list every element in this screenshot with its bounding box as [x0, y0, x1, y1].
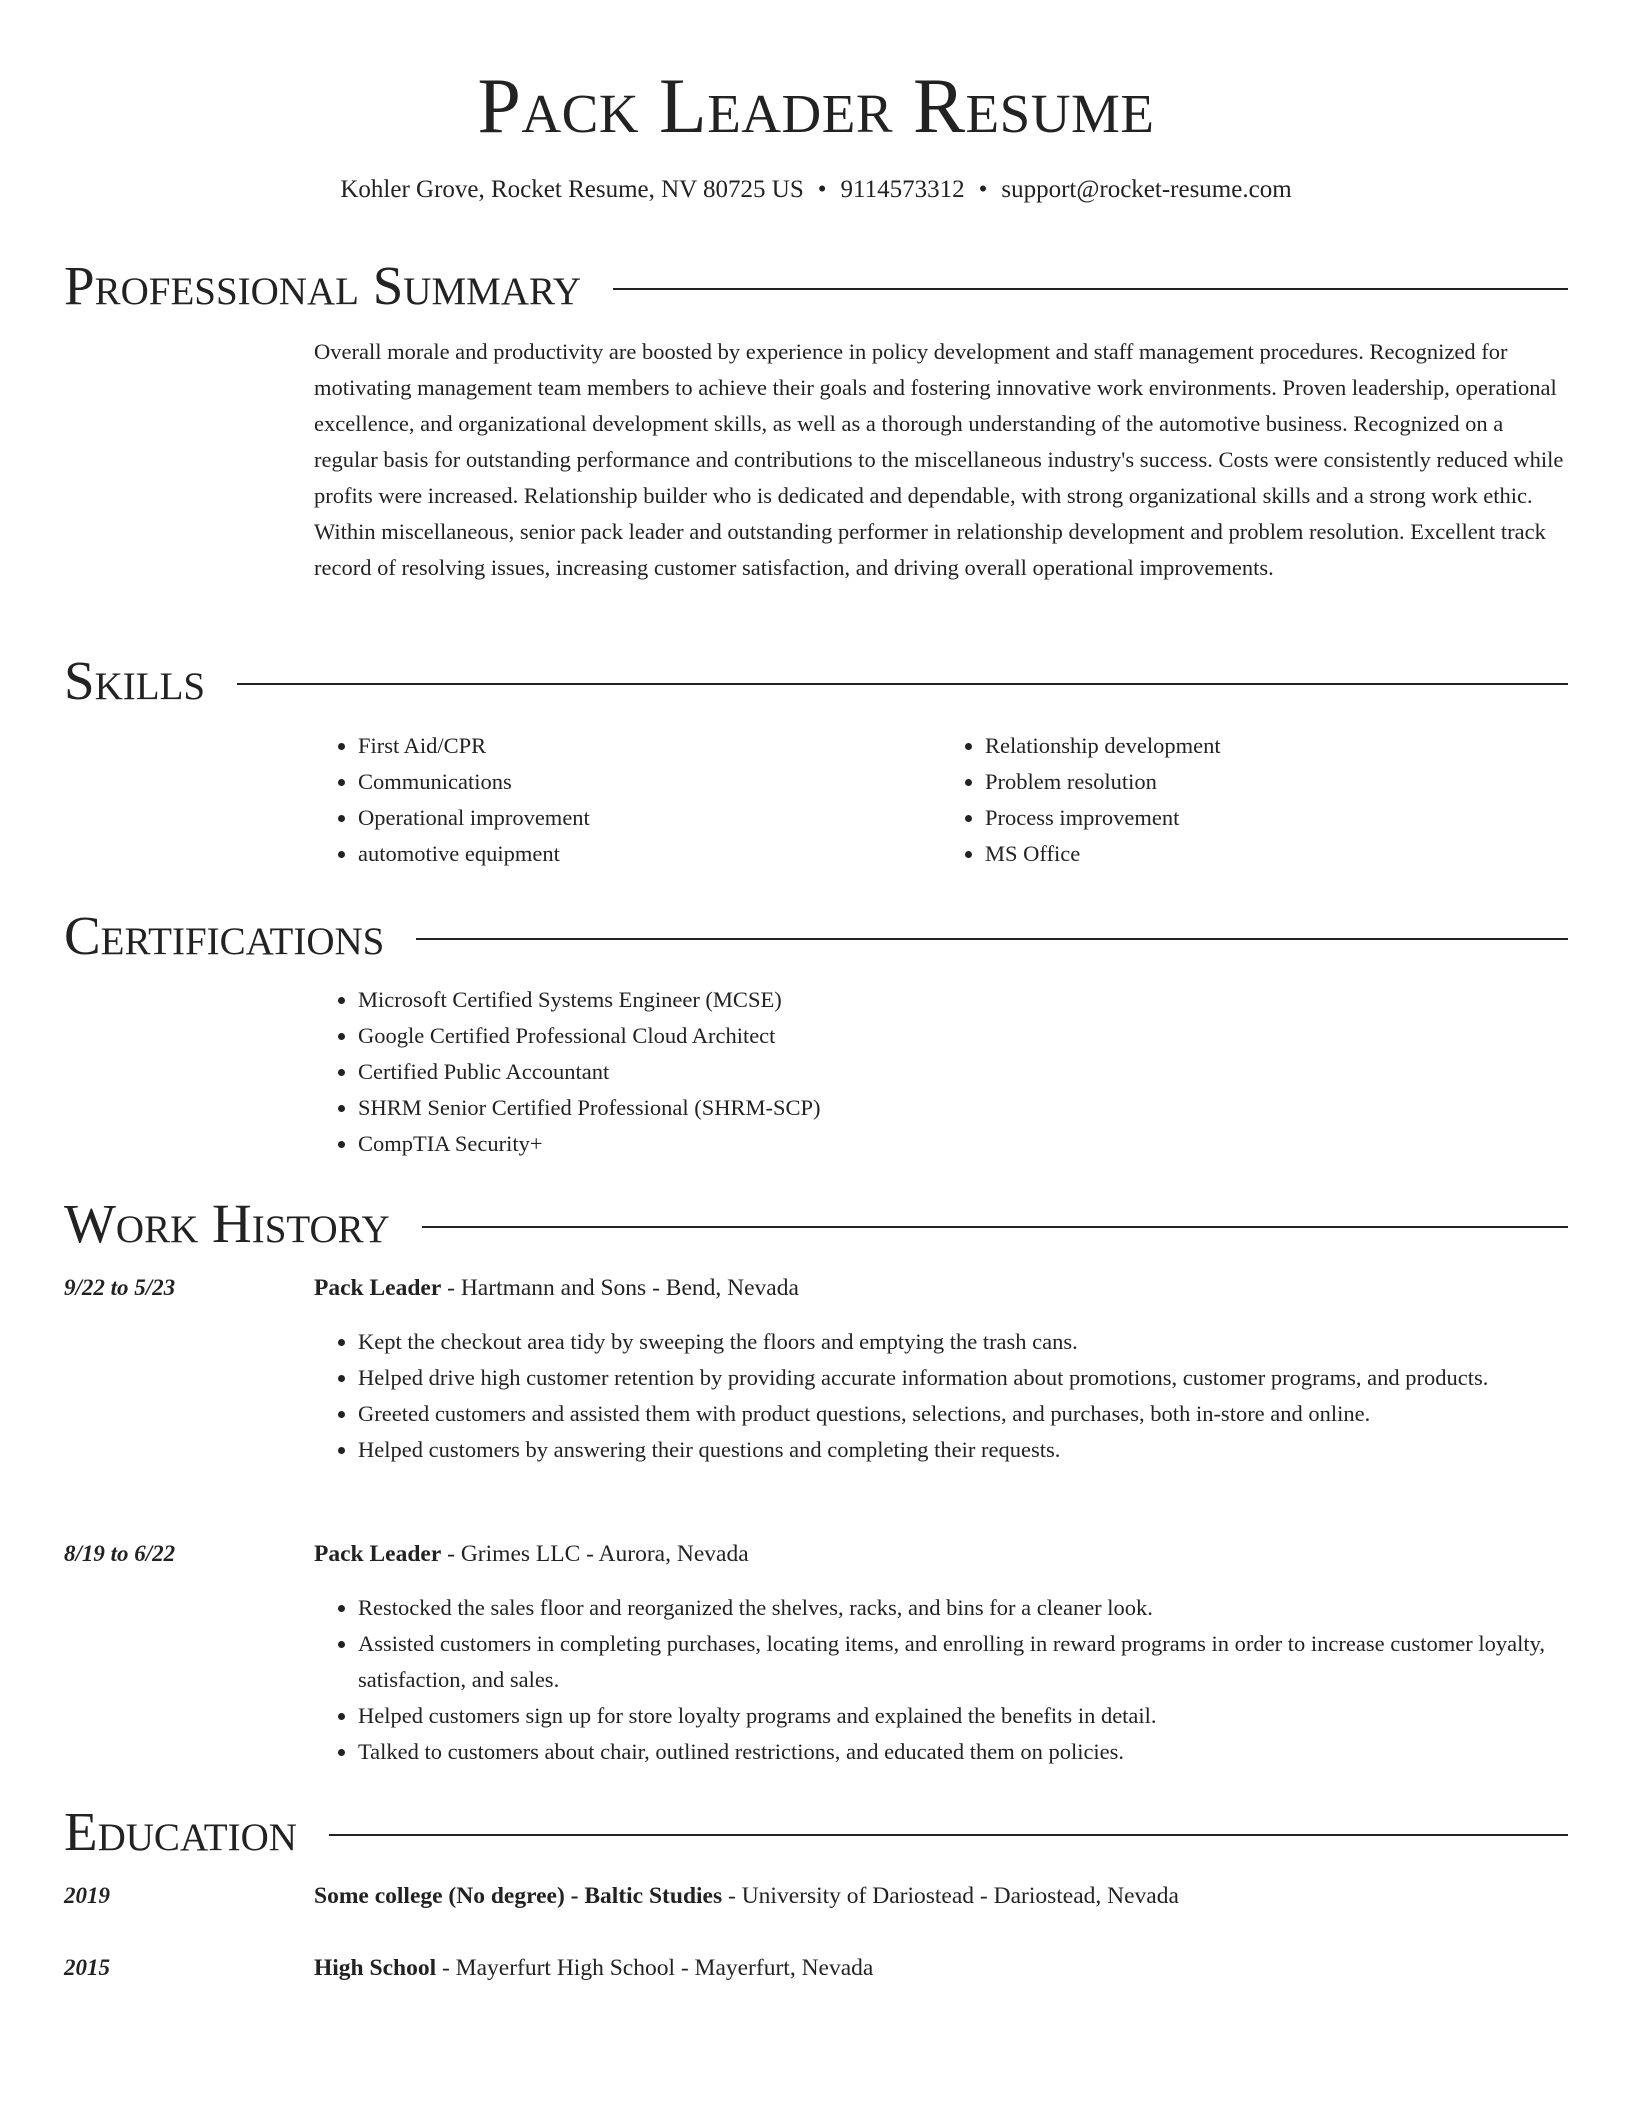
job-bullet: • Helped drive high customer retention by providing accurate information about promotions, customer programs, and products. [358, 1360, 1568, 1396]
certifications-heading: Certifications [64, 905, 385, 966]
certification-item: • SHRM Senior Certified Professional (SHRM-SCP) [358, 1090, 1568, 1126]
summary-heading: Professional Summary [64, 255, 582, 316]
job-bullet: • Helped customers sign up for store loyalty programs and explained the benefits in detail. [358, 1698, 1568, 1734]
job-bullets [314, 1324, 1568, 1468]
section-divider [416, 938, 1568, 940]
job-title: Pack Leader [314, 1275, 442, 1301]
job-dates: 9/22 to 5/23 [64, 1275, 176, 1300]
work-section-header [64, 1188, 1568, 1260]
certification-item: • Google Certified Professional Cloud Architect [358, 1018, 1568, 1054]
summary-text: Overall morale and productivity are boosted by experience in policy development and staff management procedures. Recognized for motivating management team members to achieve their goals and fostering innovative work environments. Proven leadership, operational excellence, and organizational development skills, as well as a thorough understanding of the automotive business. Recognized on a regular basis for outstanding performance and contributions to the miscellaneous industry's success. Costs were consistently reduced while profits were increased. Relationship builder who is dedicated and dependable, with strong organizational skills and a strong work ethic. Within miscellaneous, senior pack leader and outstanding performer in relationship development and problem resolution. Excellent track record of resolving issues, increasing customer satisfaction, and driving overall operational improvements. [314, 339, 1564, 580]
skills-list-right [941, 728, 1568, 872]
section-divider [237, 683, 1568, 685]
section-divider [329, 1834, 1568, 1836]
education-heading: Education [64, 1801, 297, 1862]
job-title: Pack Leader [314, 1541, 442, 1567]
skill-item: • Communications [358, 764, 941, 800]
work-heading: Work History [64, 1193, 390, 1254]
section-divider [422, 1226, 1568, 1228]
education-section-header [64, 1796, 1568, 1868]
education-school: - University of Dariostead - Dariostead, Nevada [722, 1883, 1179, 1909]
skill-item: • MS Office [985, 836, 1568, 872]
job-heading [314, 1270, 1568, 1306]
job-bullet: • Kept the checkout area tidy by sweeping the floors and emptying the trash cans. [358, 1324, 1568, 1360]
certification-item: • Microsoft Certified Systems Engineer (MCSE) [358, 982, 1568, 1018]
skill-item: • Relationship development [985, 728, 1568, 764]
contact-phone[interactable]: 9114573312 [840, 176, 965, 203]
summary-section-header [64, 250, 1568, 322]
education-entry [314, 1878, 1568, 1914]
skill-item: • First Aid/CPR [358, 728, 941, 764]
skill-item: • automotive equipment [358, 836, 941, 872]
certifications-section-header [64, 900, 1568, 972]
certification-item: • CompTIA Security+ [358, 1126, 1568, 1162]
job-bullets [314, 1590, 1568, 1770]
skill-item: • Problem resolution [985, 764, 1568, 800]
contact-separator: • [817, 176, 827, 203]
education-year: 2015 [64, 1955, 110, 1980]
job-bullet: • Assisted customers in completing purchases, locating items, and enrolling in reward programs in order to increase customer loyalty, satisfaction, and sales. [358, 1626, 1568, 1698]
skills-block [314, 728, 1568, 872]
job-heading [314, 1536, 1568, 1572]
section-divider [613, 288, 1568, 290]
skill-item: • Operational improvement [358, 800, 941, 836]
contact-line [0, 172, 1632, 208]
certifications-list [314, 982, 1568, 1162]
job-bullets-block [314, 1324, 1568, 1468]
contact-email[interactable]: support@rocket-resume.com [1001, 176, 1292, 203]
skills-columns [314, 728, 1568, 872]
education-school: - Mayerfurt High School - Mayerfurt, Nevada [436, 1955, 874, 1981]
education-degree: Some college (No degree) - Baltic Studies [314, 1883, 723, 1909]
skills-section-header [64, 645, 1568, 717]
education-year: 2019 [64, 1883, 110, 1908]
education-entry [314, 1950, 1568, 1986]
resume-title: Pack Leader Resume [477, 62, 1155, 149]
summary-block [314, 334, 1568, 586]
job-bullets-block [314, 1590, 1568, 1770]
skill-item: • Process improvement [985, 800, 1568, 836]
job-bullet: • Restocked the sales floor and reorganized the shelves, racks, and bins for a cleaner look. [358, 1590, 1568, 1626]
contact-separator: • [978, 176, 988, 203]
contact-address: Kohler Grove, Rocket Resume, NV 80725 US [340, 176, 804, 203]
job-dates: 8/19 to 6/22 [64, 1541, 176, 1566]
certifications-block [314, 982, 1568, 1162]
certification-item: • Certified Public Accountant [358, 1054, 1568, 1090]
job-company: - Grimes LLC - Aurora, Nevada [441, 1541, 749, 1567]
skills-heading: Skills [64, 650, 206, 711]
job-bullet: • Talked to customers about chair, outlined restrictions, and educated them on policies. [358, 1734, 1568, 1770]
job-company: - Hartmann and Sons - Bend, Nevada [441, 1275, 799, 1301]
education-degree: High School [314, 1955, 437, 1981]
job-bullet: • Greeted customers and assisted them with product questions, selections, and purchases, both in-store and online. [358, 1396, 1568, 1432]
job-bullet: • Helped customers by answering their questions and completing their requests. [358, 1432, 1568, 1468]
skills-list-left [314, 728, 941, 872]
